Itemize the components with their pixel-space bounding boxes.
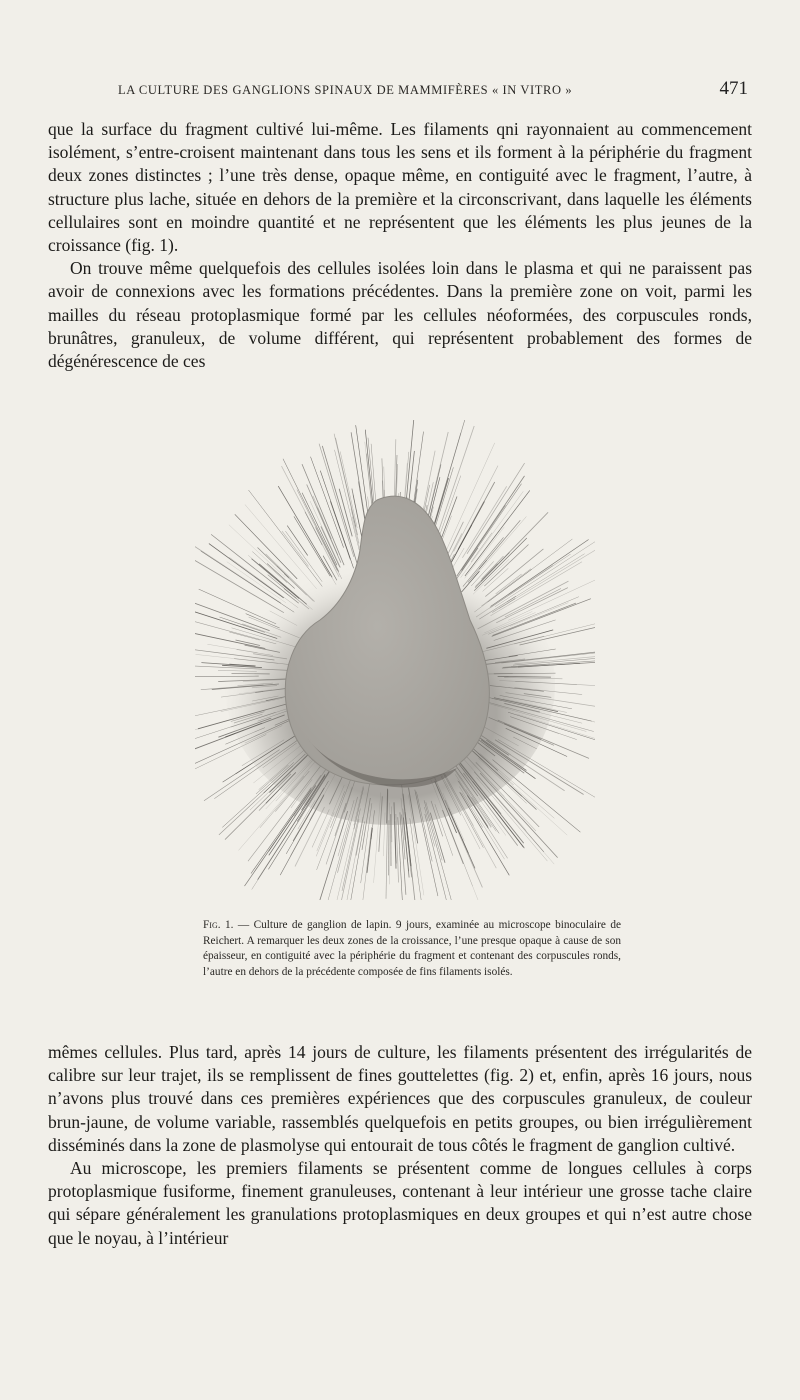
- filament: [445, 443, 495, 553]
- filament: [307, 485, 341, 563]
- filament: [410, 818, 424, 900]
- filament: [229, 525, 285, 578]
- filament: [443, 810, 479, 900]
- paragraph: que la surface du fragment cultivé lui-même. Les filaments qni rayonnaient au commencement isolément, s’entre-croisent maintenant dans tous les sens et ils forment à la périphérie du fragment deux zones distinctes ; l’une très dense, opaque même, en contiguité avec le fragment, l’autre, à structure plus lache, située en dehors de la première et la circonscrivant, dans laquelle les éléments cellulaires sont en moindre quantité et ne représentent que les éléments les plus jeunes de la croissance (fig. 1).: [48, 119, 752, 256]
- figure-caption: [203, 918, 621, 980]
- filament: [454, 466, 498, 552]
- filament: [398, 817, 403, 900]
- body-text-bottom: [48, 1041, 752, 1250]
- paragraph: Au microscope, les premiers filaments se présentent comme de longues cellules à corps protoplasmique fusiforme, finement granuleuses, contenant à leur intérieur une grosse tache claire qui sépare généralement les granulations protoplasmiques en deux groupes et qui n’est autre chose que le noyau, à l’intérieur: [48, 1158, 752, 1248]
- body-text-top: [48, 118, 752, 373]
- filament: [481, 512, 548, 581]
- filament: [245, 789, 312, 886]
- filament: [462, 505, 506, 570]
- filament: [465, 490, 530, 576]
- filament: [351, 509, 359, 544]
- filament: [282, 531, 309, 566]
- figure-ganglion-culture: [195, 420, 595, 900]
- running-head: [118, 78, 748, 102]
- paragraph: On trouve même quelquefois des cellules isolées loin dans le plasma et qui ne paraissent pas avoir de connexions avec les formations précédentes. Dans la première zone on voit, parmi les mailles du réseau protoplasmique formé par les cellules néoformées, des corpuscules ronds, brunâtres, granuleux, de volume différent, qui représentent probablement des formes de dégénérescence de ces: [48, 258, 752, 372]
- page-number: 471: [719, 78, 748, 99]
- caption-text: Culture de ganglion de lapin. 9 jours, examinée au microscope binoculaire de Reichert. A remarquer les deux zones de la croissance, l’une presque opaque à cause de son épaisseur, en contiguité avec la périphérie du fragment et contenant des corpuscules ronds, l’autre en dehors de la précédente composée de fins filaments isolés.: [203, 919, 622, 978]
- filament: [435, 426, 474, 542]
- filament: [367, 828, 372, 873]
- ganglion-culture-illustration: [195, 420, 595, 900]
- figure-label: Fig. 1. —: [203, 919, 250, 931]
- filament: [258, 548, 289, 578]
- filament: [425, 814, 448, 900]
- filament: [295, 807, 325, 867]
- filament: [331, 823, 355, 900]
- filament: [252, 798, 311, 890]
- running-title: LA CULTURE DES GANGLIONS SPINAUX DE MAMMIFÈRES « IN VITRO »: [118, 83, 573, 97]
- paragraph: mêmes cellules. Plus tard, après 14 jours de culture, les filaments présentent des irrégularités de calibre sur leur trajet, ils se remplissent de fines gouttelettes (fig. 2) et, enfin, après 16 jours, nous n’avons plus trouvé dans ces premières expériences que des corpuscules granuleux, de couleur brun-jaune, de volume variable, rassemblés quelquefois en petits groupes, ou bien irrégulièrement disséminés dans la zone de plasmolyse qui entourait de tous côtés le fragment de ganglion cultivé.: [48, 1042, 752, 1155]
- filament: [319, 444, 354, 557]
